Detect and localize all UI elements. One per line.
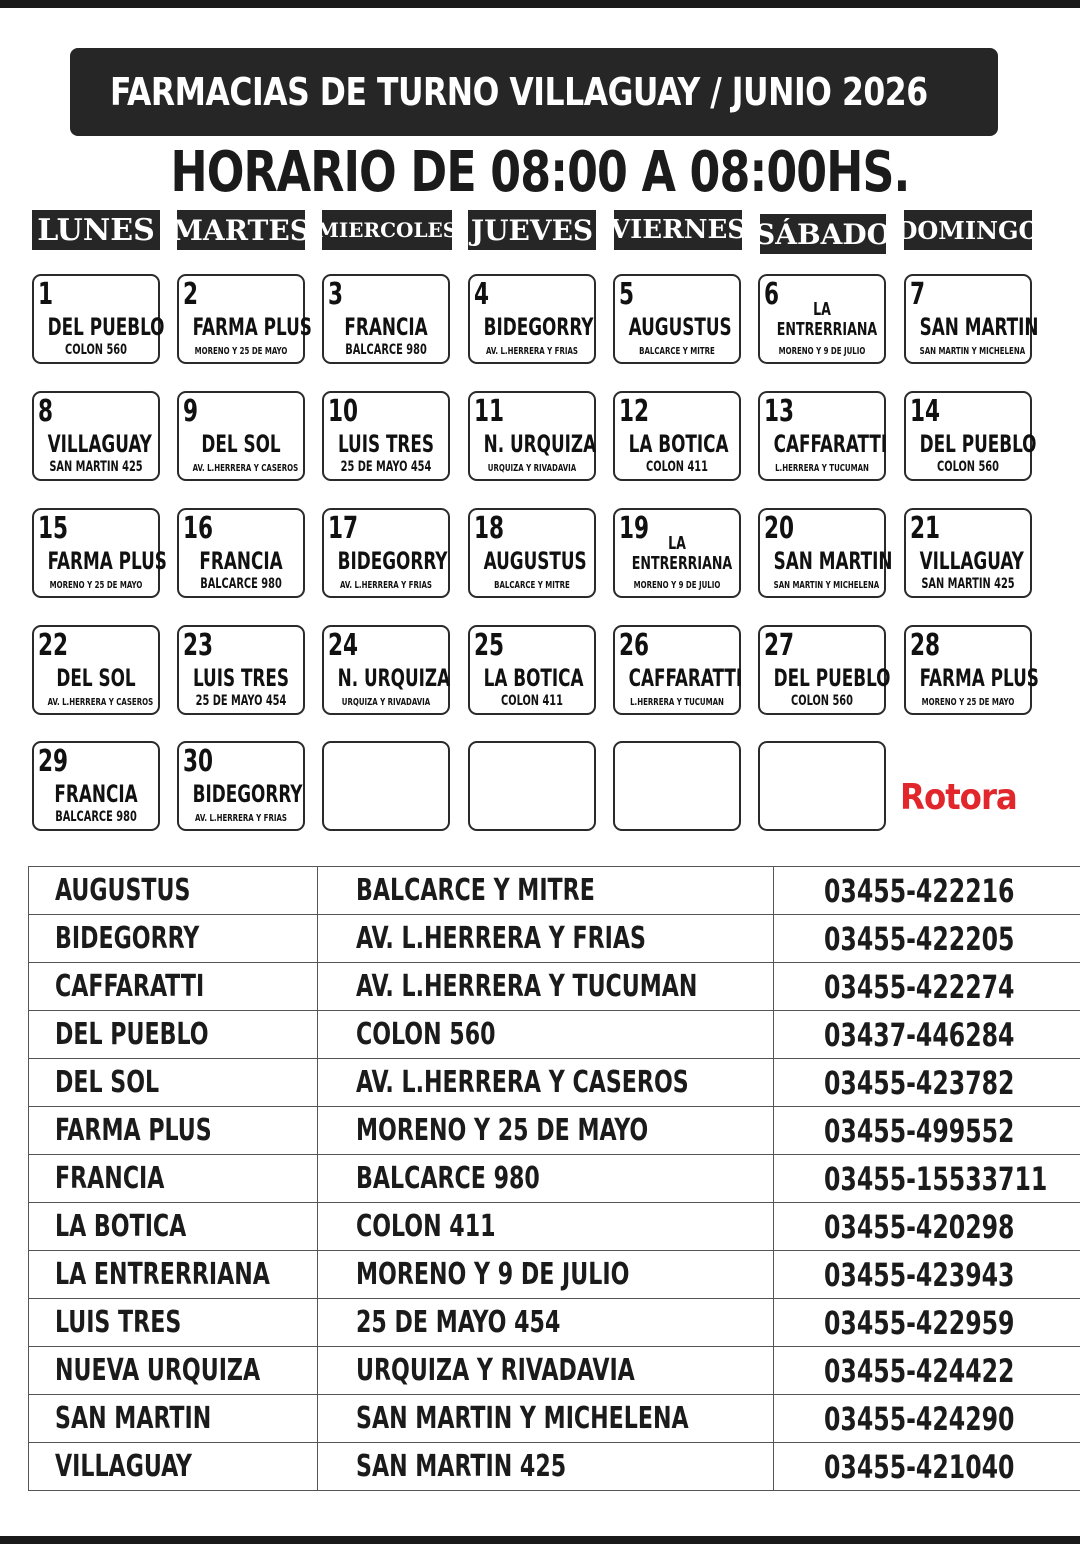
pharmacy-name: LA ENTRERRIANA [55, 1257, 270, 1292]
pharmacy-name: LA BOTICA [483, 664, 584, 692]
pharmacy-phone-cell [773, 1299, 1080, 1347]
calendar-day-cell [177, 274, 312, 364]
pharmacy-name-cell [29, 1347, 318, 1395]
pharmacy-phone: 03455-423782 [823, 1063, 1015, 1102]
day-number: 9 [183, 394, 199, 429]
pharmacy-phone-cell [773, 1347, 1080, 1395]
pharmacy-address: SAN MARTIN Y MICHELENA [773, 580, 880, 591]
pharmacy-address-cell [318, 1347, 773, 1395]
title-bar [70, 48, 998, 136]
pharmacy-address: COLON 411 [501, 693, 563, 709]
calendar-day-cell [322, 274, 450, 364]
pharmacy-name: CAFFARATTI [773, 430, 888, 458]
pharmacy-address: 25 DE MAYO 454 [195, 693, 287, 709]
pharmacy-name: LA ENTRERRIANA [776, 299, 878, 340]
pharmacy-address: AV. L.HERRERA Y CASEROS [356, 1065, 689, 1100]
calendar-day-cell [904, 508, 1032, 598]
pharmacy-name: AUGUSTUS [628, 313, 732, 341]
pharmacy-name: CAFFARATTI [628, 664, 743, 692]
pharmacy-address: MORENO Y 9 DE JULIO [633, 580, 721, 591]
pharmacy-phone-cell [773, 1443, 1080, 1491]
directory-row [29, 963, 1080, 1011]
calendar-day-cell [613, 391, 741, 481]
pharmacy-name-cell [29, 1155, 318, 1203]
pharmacy-name: VILLAGUAY [47, 430, 152, 458]
directory-row [29, 1203, 1080, 1251]
pharmacy-phone-cell [773, 1251, 1080, 1299]
calendar-day-cell [32, 625, 160, 715]
pharmacy-address: BALCARCE 980 [356, 1161, 540, 1196]
pharmacy-name: LUIS TRES [192, 664, 290, 692]
day-header-6: SÁBADO [760, 214, 886, 254]
calendar-day-cell [904, 625, 1039, 715]
pharmacy-address: L.HERRERA Y TUCUMAN [630, 697, 724, 708]
pharmacy-address: AV. L.HERRERA Y TUCUMAN [356, 969, 698, 1004]
pharmacy-address: MORENO Y 25 DE MAYO [194, 346, 288, 357]
pharmacy-name: DEL PUEBLO [55, 1017, 209, 1052]
pharmacy-name: CAFFARATTI [55, 969, 205, 1004]
pharmacy-name: N. URQUIZA [337, 664, 451, 692]
pharmacy-name-cell [29, 1059, 318, 1107]
pharmacy-phone-cell [773, 1395, 1080, 1443]
pharmacy-address: BALCARCE Y MITRE [494, 580, 570, 591]
calendar-day-cell [758, 508, 893, 598]
pharmacy-name-cell [29, 1107, 318, 1155]
pharmacy-name: VILLAGUAY [55, 1449, 192, 1484]
logo-text: Rotora [900, 776, 1017, 818]
pharmacy-name: SAN MARTIN [773, 547, 893, 575]
poster [0, 8, 1080, 1536]
pharmacy-name: DEL SOL [201, 430, 281, 458]
pharmacy-name: LA BOTICA [628, 430, 729, 458]
calendar-day-cell [468, 508, 596, 598]
pharmacy-address: URQUIZA Y RIVADAVIA [356, 1353, 635, 1388]
pharmacy-name: BIDEGORRY [55, 921, 200, 956]
pharmacy-address: 25 DE MAYO 454 [340, 459, 432, 475]
pharmacy-phone-cell [773, 915, 1080, 963]
pharmacy-name: FARMA PLUS [47, 547, 167, 575]
pharmacy-address: 25 DE MAYO 454 [356, 1305, 561, 1340]
pharmacy-name: DEL PUEBLO [47, 313, 165, 341]
day-number: 19 [619, 511, 650, 546]
day-number: 5 [619, 277, 635, 312]
pharmacy-phone-cell [773, 1011, 1080, 1059]
pharmacy-address: URQUIZA Y RIVADAVIA [341, 697, 431, 708]
calendar-day-cell [758, 741, 886, 831]
pharmacy-name: SAN MARTIN [55, 1401, 212, 1436]
pharmacy-name: SAN MARTIN [919, 313, 1039, 341]
pharmacy-name: FARMA PLUS [192, 313, 312, 341]
pharmacy-name: FARMA PLUS [919, 664, 1039, 692]
pharmacy-name: FARMA PLUS [55, 1113, 212, 1148]
pharmacy-address: MORENO Y 9 DE JULIO [778, 346, 866, 357]
calendar-day-cell [322, 391, 450, 481]
directory-row [29, 1155, 1080, 1203]
pharmacy-address: BALCARCE 980 [345, 342, 427, 358]
pharmacy-name: DEL PUEBLO [919, 430, 1037, 458]
calendar-day-cell [177, 741, 305, 831]
pharmacy-address: AV. L.HERRERA Y FRIAS [356, 921, 647, 956]
calendar-day-cell [32, 741, 160, 831]
pharmacy-address: AV. L.HERRERA Y CASEROS [47, 697, 154, 708]
pharmacy-phone: 03455-424290 [823, 1399, 1015, 1438]
pharmacy-name-cell [29, 1395, 318, 1443]
pharmacy-address-cell [318, 1107, 773, 1155]
directory-row [29, 1251, 1080, 1299]
day-number: 1 [38, 277, 54, 312]
pharmacy-phone-cell [773, 1203, 1080, 1251]
pharmacy-phone: 03455-422216 [823, 871, 1015, 910]
pharmacy-phone-cell [773, 963, 1080, 1011]
pharmacy-address: L.HERRERA Y TUCUMAN [775, 463, 869, 474]
pharmacy-address: SAN MARTIN 425 [49, 459, 143, 475]
day-number: 14 [910, 394, 941, 429]
pharmacy-name: BIDEGORRY [192, 780, 303, 808]
pharmacy-address: SAN MARTIN 425 [921, 576, 1015, 592]
pharmacy-address: AV. L.HERRERA Y FRIAS [486, 346, 578, 357]
pharmacy-name-cell [29, 1299, 318, 1347]
pharmacy-address: COLON 560 [356, 1017, 496, 1052]
pharmacy-name: FRANCIA [55, 1161, 165, 1196]
pharmacy-name: LUIS TRES [55, 1305, 182, 1340]
pharmacy-address-cell [318, 963, 773, 1011]
calendar-day-cell [322, 508, 450, 598]
pharmacy-address: BALCARCE Y MITRE [639, 346, 715, 357]
day-number: 3 [328, 277, 344, 312]
day-number: 2 [183, 277, 199, 312]
pharmacy-name-cell [29, 1443, 318, 1491]
pharmacy-phone: 03437-446284 [823, 1015, 1015, 1054]
calendar-day-cell [177, 625, 305, 715]
pharmacy-name-cell [29, 963, 318, 1011]
pharmacy-name: AUGUSTUS [483, 547, 587, 575]
pharmacy-address: SAN MARTIN 425 [356, 1449, 567, 1484]
pharmacy-address-cell [318, 1203, 773, 1251]
calendar-day-cell [468, 391, 596, 481]
day-number: 26 [619, 628, 650, 663]
pharmacy-name: LUIS TRES [337, 430, 435, 458]
pharmacy-name: LA BOTICA [55, 1209, 187, 1244]
calendar-day-cell [322, 625, 450, 715]
directory-row [29, 915, 1080, 963]
pharmacy-phone: 03455-423943 [823, 1255, 1015, 1294]
day-header-5: VIERNES [614, 210, 742, 250]
day-number: 23 [183, 628, 214, 663]
pharmacy-phone: 03455-424422 [823, 1351, 1015, 1390]
pharmacy-name: N. URQUIZA [483, 430, 597, 458]
pharmacy-name: FRANCIA [199, 547, 283, 575]
pharmacy-phone: 03455-15533711 [823, 1159, 1047, 1198]
rotora-logo [900, 772, 1030, 822]
calendar-day-cell [468, 274, 596, 364]
pharmacy-phone: 03455-422205 [823, 919, 1015, 958]
pharmacy-address: BALCARCE 980 [200, 576, 282, 592]
pharmacy-phone: 03455-499552 [823, 1111, 1015, 1150]
directory-row [29, 1443, 1080, 1491]
pharmacy-name: NUEVA URQUIZA [55, 1353, 261, 1388]
directory-row [29, 1107, 1080, 1155]
pharmacy-name: FRANCIA [54, 780, 138, 808]
pharmacy-phone-cell [773, 1059, 1080, 1107]
pharmacy-name-cell [29, 1251, 318, 1299]
day-number: 20 [764, 511, 795, 546]
day-number: 8 [38, 394, 54, 429]
pharmacy-phone-cell [773, 1155, 1080, 1203]
calendar-day-cell [758, 625, 891, 715]
day-number: 6 [764, 277, 780, 312]
pharmacy-name: DEL PUEBLO [773, 664, 891, 692]
pharmacy-address: MORENO Y 9 DE JULIO [356, 1257, 630, 1292]
pharmacy-phone: 03455-422274 [823, 967, 1015, 1006]
pharmacy-address: URQUIZA Y RIVADAVIA [487, 463, 577, 474]
pharmacy-name-cell [29, 1203, 318, 1251]
directory-row [29, 1299, 1080, 1347]
day-number: 24 [328, 628, 359, 663]
directory-row [29, 1347, 1080, 1395]
directory-row [29, 1011, 1080, 1059]
day-number: 22 [38, 628, 69, 663]
pharmacy-name: FRANCIA [344, 313, 428, 341]
pharmacy-address: BALCARCE 980 [55, 809, 137, 825]
pharmacy-address-cell [318, 867, 773, 915]
pharmacy-address: AV. L.HERRERA Y FRIAS [340, 580, 432, 591]
day-number: 11 [474, 394, 505, 429]
pharmacy-address: COLON 411 [646, 459, 708, 475]
pharmacy-name: BIDEGORRY [483, 313, 594, 341]
pharmacy-name-cell [29, 867, 318, 915]
pharmacy-phone: 03455-422959 [823, 1303, 1015, 1342]
pharmacy-address-cell [318, 1155, 773, 1203]
calendar-day-cell [468, 741, 596, 831]
day-header-1: LUNES [32, 210, 160, 250]
day-number: 15 [38, 511, 69, 546]
calendar-day-cell [758, 274, 886, 364]
pharmacy-address: BALCARCE Y MITRE [356, 873, 595, 908]
pharmacy-address: COLON 560 [937, 459, 999, 475]
calendar-day-cell [32, 508, 167, 598]
pharmacy-phone: 03455-421040 [823, 1447, 1015, 1486]
day-number: 29 [38, 744, 69, 779]
calendar-day-cell [613, 508, 741, 598]
pharmacy-address: COLON 411 [356, 1209, 496, 1244]
day-number: 21 [910, 511, 941, 546]
calendar-day-cell [758, 391, 886, 481]
pharmacy-address: COLON 560 [791, 693, 853, 709]
day-number: 4 [474, 277, 490, 312]
day-number: 10 [328, 394, 359, 429]
pharmacy-address-cell [318, 1299, 773, 1347]
day-number: 16 [183, 511, 214, 546]
calendar-day-cell [177, 508, 305, 598]
day-number: 17 [328, 511, 359, 546]
pharmacy-address: MORENO Y 25 DE MAYO [356, 1113, 649, 1148]
calendar-day-cell [904, 391, 1037, 481]
calendar-day-cell [613, 625, 741, 715]
calendar-day-cell [613, 741, 741, 831]
pharmacy-address-cell [318, 1251, 773, 1299]
pharmacy-name-cell [29, 915, 318, 963]
pharmacy-address-cell [318, 915, 773, 963]
day-number: 30 [183, 744, 214, 779]
pharmacy-address: MORENO Y 25 DE MAYO [49, 580, 143, 591]
pharmacy-address-cell [318, 1443, 773, 1491]
pharmacy-name: BIDEGORRY [337, 547, 448, 575]
pharmacy-phone: 03455-420298 [823, 1207, 1015, 1246]
directory-row [29, 1395, 1080, 1443]
pharmacy-address: SAN MARTIN Y MICHELENA [356, 1401, 689, 1436]
pharmacy-address-cell [318, 1059, 773, 1107]
day-header-7: DOMINGO [904, 210, 1032, 250]
calendar-day-cell [468, 625, 596, 715]
schedule-text: HORARIO DE 08:00 A 08:00HS. [170, 140, 910, 205]
day-number: 28 [910, 628, 941, 663]
pharmacy-address: AV. L.HERRERA Y CASEROS [192, 463, 299, 474]
pharmacy-name-cell [29, 1011, 318, 1059]
day-number: 27 [764, 628, 795, 663]
day-number: 25 [474, 628, 505, 663]
pharmacy-name: AUGUSTUS [55, 873, 191, 908]
calendar-day-cell [322, 741, 450, 831]
poster-title: FARMACIAS DE TURNO VILLAGUAY / JUNIO 2026 [110, 70, 928, 114]
calendar-day-cell [177, 391, 305, 481]
day-header-4: JUEVES [468, 210, 596, 250]
directory-row [29, 1059, 1080, 1107]
pharmacy-directory [28, 866, 1080, 1491]
pharmacy-address-cell [318, 1395, 773, 1443]
calendar-day-cell [613, 274, 741, 364]
pharmacy-phone-cell [773, 1107, 1080, 1155]
pharmacy-address: MORENO Y 25 DE MAYO [921, 697, 1015, 708]
calendar-day-cell [32, 391, 160, 481]
day-header-2: MARTES [177, 210, 305, 250]
day-number: 7 [910, 277, 926, 312]
day-number: 18 [474, 511, 505, 546]
calendar-day-cell [32, 274, 165, 364]
calendar-day-cell [904, 274, 1039, 364]
pharmacy-name: LA ENTRERRIANA [631, 533, 733, 574]
pharmacy-address: COLON 560 [65, 342, 127, 358]
pharmacy-address-cell [318, 1011, 773, 1059]
pharmacy-name: VILLAGUAY [919, 547, 1024, 575]
day-number: 12 [619, 394, 650, 429]
day-number: 13 [764, 394, 795, 429]
pharmacy-address: AV. L.HERRERA Y FRIAS [195, 813, 287, 824]
pharmacy-name: DEL SOL [56, 664, 136, 692]
pharmacy-address: SAN MARTIN Y MICHELENA [919, 346, 1026, 357]
pharmacy-phone-cell [773, 867, 1080, 915]
directory-row [29, 867, 1080, 915]
day-header-3: MIERCOLES [322, 210, 452, 250]
pharmacy-name: DEL SOL [55, 1065, 160, 1100]
